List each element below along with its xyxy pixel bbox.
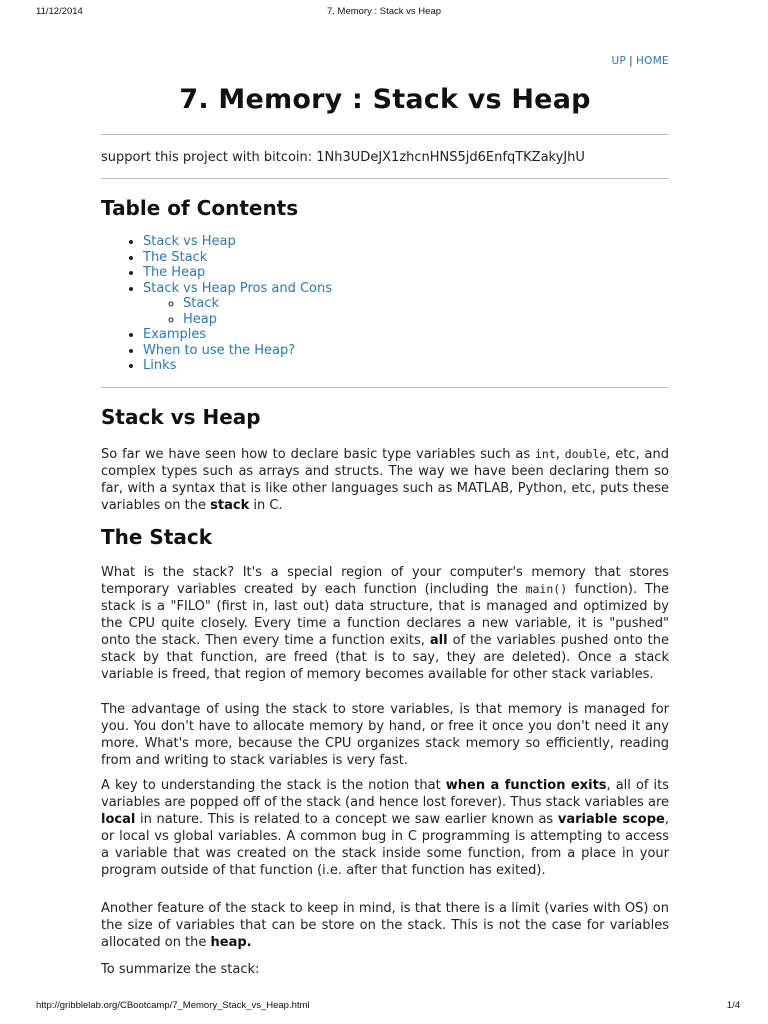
table-of-contents [101, 234, 332, 374]
divider [101, 134, 669, 135]
nav-separator: | [629, 55, 633, 67]
toc-item [143, 265, 332, 281]
toc-link-examples[interactable]: Examples [143, 327, 207, 342]
toc-item [143, 327, 332, 343]
toc-item [143, 281, 332, 328]
toc-link-the-heap[interactable]: The Heap [143, 265, 206, 280]
toc-item [143, 358, 332, 374]
toc-sublist [143, 296, 332, 327]
paragraph-stack-3: A key to understanding the stack is the notion that when a function exits, all of its variables are popped off of the stack (and hence lost forever). Thus stack variables are local in nature. This is related to a concept we saw earlier known as variable scope, or local vs global variables. A common bug in C programming is attempting to access a variable that was created on the stack inside some function, from a place in your program outside of that function (i.e. after that function has exited). [101, 778, 670, 878]
toc-link-links[interactable]: Links [143, 358, 177, 373]
code-double: double [564, 447, 607, 461]
print-url: http://gribblelab.org/CBootcamp/7_Memory_Stack_vs_Heap.html [36, 1000, 310, 1011]
toc-link-stack[interactable]: Stack [183, 296, 219, 311]
toc-item [143, 250, 332, 266]
paragraph-stack-2: The advantage of using the stack to store variables, is that memory is managed for you. You don't have to allocate memory by hand, or free it once you don't need it any more. What's more, because the CPU organizes stack memory so efficiently, reading from and writing to stack variables is very fast. [101, 702, 669, 768]
toc-item [143, 234, 332, 250]
home-link[interactable]: HOME [635, 55, 669, 67]
code-main: main() [525, 582, 568, 596]
divider [101, 387, 669, 388]
page-title: 7. Memory : Stack vs Heap [179, 84, 591, 115]
print-date: 11/12/2014 [36, 6, 83, 17]
paragraph-intro: So far we have seen how to declare basic type variables such as int, double, etc, and complex types such as arrays and structs. The way we have been declaring them so far, with a syntax that is like other languages such as MATLAB, Python, etc, puts these variables on the stack in C. [101, 447, 669, 513]
toc-link-pros-and-cons[interactable]: Stack vs Heap Pros and Cons [143, 280, 333, 296]
page-number: 1/4 [726, 1000, 740, 1011]
print-title: 7. Memory : Stack vs Heap [326, 6, 442, 17]
toc-item [143, 343, 332, 359]
toc-heading: Table of Contents [101, 196, 299, 220]
paragraph-stack-summary: To summarize the stack: [101, 962, 260, 977]
top-nav [611, 55, 669, 67]
toc-link-when-to-use-heap[interactable]: When to use the Heap? [143, 342, 296, 358]
paragraph-stack-1: What is the stack? It's a special region of your computer's memory that stores temporary variables created by each function (including the main() function). The stack is a "FILO" (first in, last out) data structure, that is managed and optimized by the CPU quite closely. Every time a function declares a new variable, it is "pushed" onto the stack. Then every time a function exits, all of the variables pushed onto the stack by that function, are freed (that is to say, they are deleted). Once a stack variable is freed, that region of memory becomes available for other stack variables. [101, 565, 669, 682]
toc-link-stack-vs-heap[interactable]: Stack vs Heap [143, 234, 236, 249]
divider [101, 178, 669, 179]
toc-subitem [183, 312, 332, 328]
section-heading-stack-vs-heap: Stack vs Heap [101, 405, 261, 429]
toc-link-the-stack[interactable]: The Stack [143, 249, 208, 265]
toc-link-heap[interactable]: Heap [183, 311, 217, 327]
bitcoin-support-text: support this project with bitcoin: 1Nh3UDeJX1zhcnHNS5jd6EnfqTKZakyJhU [101, 150, 585, 165]
paragraph-stack-4: Another feature of the stack to keep in mind, is that there is a limit (varies with OS) on the size of variables that can be store on the stack. This is not the case for variables allocated on the heap. [101, 901, 669, 950]
section-heading-the-stack: The Stack [101, 525, 213, 549]
toc-subitem [183, 296, 332, 312]
up-link[interactable]: UP [611, 55, 627, 67]
print-footer [10, 1000, 758, 1014]
print-header [10, 6, 758, 20]
code-int: int [534, 447, 556, 461]
